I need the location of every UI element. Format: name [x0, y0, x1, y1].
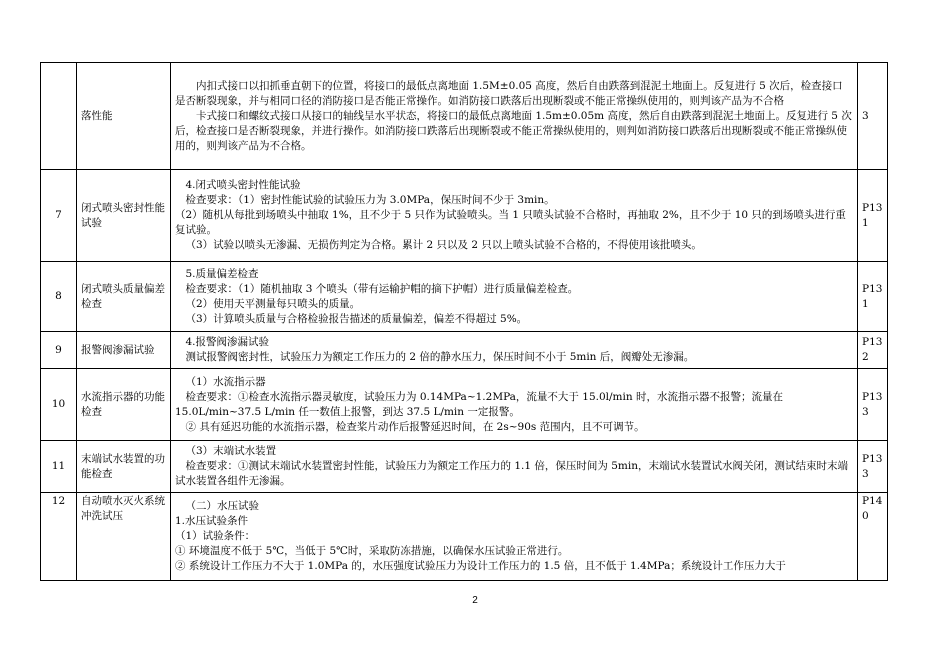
- item-name: 末端试水装置的功能检查: [77, 441, 171, 493]
- table-row: [41, 63, 888, 170]
- item-content: [171, 262, 858, 332]
- page-reference: P131: [858, 262, 888, 332]
- item-name: 闭式喷头密封性能试验: [77, 170, 171, 262]
- content-paragraph: ② 具有延迟功能的水流指示器，检查桨片动作后报警延迟时间，在 2s~90s 范围内，且不可调节。: [185, 420, 645, 433]
- item-content: [171, 170, 858, 262]
- page-reference: P131: [858, 170, 888, 262]
- item-name: 自动喷水灭火系统冲洗试压: [77, 493, 171, 581]
- page-reference: P132: [858, 332, 888, 369]
- item-content: [171, 63, 858, 170]
- content-paragraph: ② 系统设计工作压力不大于 1.0MPa 的，水压强度试验压力为设计工作压力的 1.5 倍，且不低于 1.4MPa；系统设计工作压力大于: [175, 560, 786, 572]
- row-number: 9: [41, 332, 77, 369]
- row-number: 8: [41, 262, 77, 332]
- content-paragraph: 1.水压试验条件: [175, 515, 249, 527]
- item-name: 水流指示器的功能检查: [77, 369, 171, 441]
- page-reference: P133: [858, 441, 888, 493]
- item-name: 闭式喷头质量偏差检查: [77, 262, 171, 332]
- content-paragraph: （3）计算喷头质量与合格检验报告描述的质量偏差，偏差不得超过 5%。: [185, 312, 528, 325]
- content-paragraph: 5.质量偏差检查: [185, 267, 259, 280]
- table-row: [41, 262, 888, 332]
- table-row: [41, 369, 888, 441]
- content-paragraph: ① 环境温度不低于 5℃，当低于 5℃时，采取防冻措施，以确保水压试验正常进行。: [175, 545, 569, 557]
- content-paragraph: 测试报警阀密封性，试验压力为额定工作压力的 2 倍的静水压力，保压时间不小于 5min 后，阀瓣处无渗漏。: [185, 351, 695, 363]
- item-name: 落性能: [77, 63, 171, 170]
- page-reference: 3: [858, 63, 888, 170]
- content-paragraph: 检查要求：（1）密封性能试验的试验压力为 3.0MPa，保压时间不少于 3min。: [185, 194, 555, 206]
- content-paragraph: 4.报警阀渗漏试验: [185, 336, 270, 348]
- spec-table: [40, 62, 888, 581]
- page-reference: P133: [858, 369, 888, 441]
- content-paragraph: （2）随机从每批到场喷头中抽取 1%，且不少于 5 只作为试验喷头。当 1 只喷头试验不合格时，再抽取 2%，且不少于 10 只的到场喷头进行重复试验。: [175, 209, 846, 236]
- content-paragraph: 4.闭式喷头密封性能试验: [185, 179, 301, 191]
- row-number: 12: [41, 493, 77, 581]
- item-name: 报警阀渗漏试验: [77, 332, 171, 369]
- page-number: 2: [472, 595, 478, 606]
- content-paragraph: （二）水压试验: [185, 500, 259, 512]
- content-paragraph: 内扣式接口以扣抓垂直朝下的位置，将接口的最低点离地面 1.5M±0.05 高度，然后自由跌落到混泥土地面上。反复进行 5 次后，检查接口是否断裂现象，并与相同口径的消防接口是否能正常操作。如消防接口跌落后出现断裂或不能正常操纵使用的，则判该产品为不合格: [175, 79, 843, 107]
- content-paragraph: 卡式接口和螺纹式接口从接口的轴线呈水平状态，将接口的最低点离地面 1.5m±0.05m 高度，然后自由跌落到混泥土地面上。反复进行 5 次后，检查接口是否断裂现象，并进行操作。如消防接口跌落后出现断裂或不能正常操纵使用的，则判如消防接口跌落后出现断裂或不能正常操纵使用的，则判该产品为不合格。: [175, 109, 852, 152]
- table-row: [41, 441, 888, 493]
- table-row: [41, 332, 888, 369]
- content-paragraph: 检查要求：（1）随机抽取 3 个喷头（带有运输护帽的摘下护帽）进行质量偏差检查。: [185, 282, 579, 295]
- content-paragraph: （3）试验以喷头无渗漏、无损伤判定为合格。累计 2 只以及 2 只以上喷头试验不合格的，不得使用该批喷头。: [185, 239, 702, 251]
- content-paragraph: （3）末端试水装置: [185, 445, 277, 457]
- table-row: [41, 170, 888, 262]
- content-paragraph: 检查要求：①测试末端试水装置密封性能，试验压力为额定工作压力的 1.1 倍，保压时间为 5min，末端试水装置试水阀关闭，测试结束时末端试水装置各组件无渗漏。: [175, 460, 848, 487]
- row-number: 11: [41, 441, 77, 493]
- content-paragraph: 检查要求：①检查水流指示器灵敏度，试验压力为 0.14MPa~1.2MPa，流量不大于 15.0l/min 时，水流指示器不报警；流量在 15.0L/min~37.5 L/min 任一数值上报警，到达 37.5 L/min 一定报警。: [175, 390, 783, 418]
- table-row: [41, 493, 888, 581]
- row-number: 7: [41, 170, 77, 262]
- item-content: [171, 493, 858, 581]
- item-content: [171, 369, 858, 441]
- item-content: [171, 441, 858, 493]
- row-number: 10: [41, 369, 77, 441]
- content-paragraph: （1）试验条件：: [175, 530, 256, 542]
- content-paragraph: （2）使用天平测量每只喷头的质量。: [185, 297, 361, 310]
- item-content: [171, 332, 858, 369]
- row-number: [41, 63, 77, 170]
- content-paragraph: （1）水流指示器: [185, 375, 266, 388]
- page-reference: P140: [858, 493, 888, 581]
